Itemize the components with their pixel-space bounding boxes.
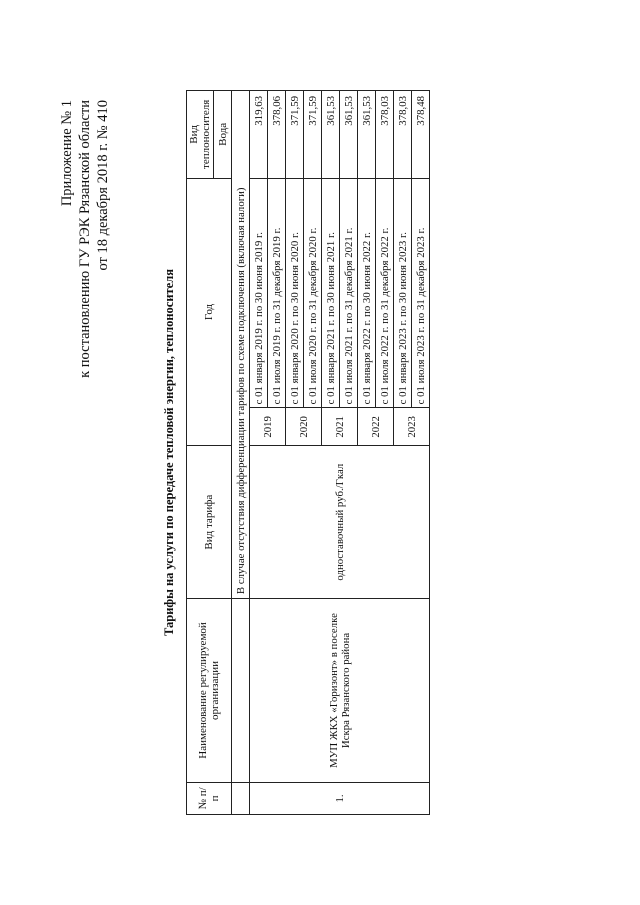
- value-cell: 361,53: [322, 91, 340, 179]
- table-cell: [232, 782, 250, 814]
- year-cell: 2019: [250, 408, 286, 446]
- year-cell: 2021: [322, 408, 358, 446]
- value-cell: 361,53: [358, 91, 376, 179]
- year-cell: 2020: [286, 408, 322, 446]
- period-cell: с 01 июля 2020 г. по 31 декабря 2020 г.: [304, 178, 322, 408]
- resolution-reference: к постановлению ГУ РЭК Рязанской области: [77, 100, 93, 378]
- row-number: 1.: [250, 782, 430, 814]
- period-cell: с 01 июля 2019 г. по 31 декабря 2019 г.: [268, 178, 286, 408]
- value-cell: 361,53: [340, 91, 358, 179]
- appendix-label: Приложение № 1: [59, 100, 75, 207]
- year-cell: 2022: [358, 408, 394, 446]
- value-cell: 378,03: [376, 91, 394, 179]
- value-cell: 371,59: [304, 91, 322, 179]
- period-cell: с 01 января 2021 г. по 30 июня 2021 г.: [322, 178, 340, 408]
- tariff-type: одноставочный руб./Гкал: [250, 446, 430, 599]
- value-cell: 378,06: [268, 91, 286, 179]
- table-cell: [232, 599, 250, 783]
- col-header-water: Вода: [214, 91, 232, 179]
- document-title: Тарифы на услуги по передаче тепловой энергии, теплоносителя: [162, 268, 176, 637]
- tariff-table: [186, 90, 430, 815]
- subheader-cell: В случае отсутствия дифференциации тарифов по схеме подключения (включая налоги): [232, 91, 250, 599]
- value-cell: 378,03: [394, 91, 412, 179]
- col-header-year: Год: [187, 178, 232, 446]
- period-cell: с 01 января 2022 г. по 30 июня 2022 г.: [358, 178, 376, 408]
- value-cell: 371,59: [286, 91, 304, 179]
- period-cell: с 01 июля 2023 г. по 31 декабря 2023 г.: [412, 178, 430, 408]
- col-header-carrier: Вид теплоносителя: [187, 91, 214, 179]
- value-cell: 319,63: [250, 91, 268, 179]
- col-header-num: № п/п: [187, 782, 232, 814]
- value-cell: 378,48: [412, 91, 430, 179]
- table-subheader-row: [232, 91, 250, 815]
- period-cell: с 01 июля 2022 г. по 31 декабря 2022 г.: [376, 178, 394, 408]
- document-header: [58, 100, 112, 378]
- resolution-date: от 18 декабря 2018 г. № 410: [95, 100, 111, 271]
- period-cell: с 01 января 2023 г. по 30 июня 2023 г.: [394, 178, 412, 408]
- period-cell: с 01 января 2020 г. по 30 июня 2020 г.: [286, 178, 304, 408]
- organization-name: МУП ЖКХ «Горизонт» в поселке Искра Рязанского района: [250, 599, 430, 783]
- table-header-row: [187, 91, 214, 815]
- col-header-tariff: Вид тарифа: [187, 446, 232, 599]
- period-cell: с 01 января 2019 г. по 30 июня 2019 г.: [250, 178, 268, 408]
- period-cell: с 01 июля 2021 г. по 31 декабря 2021 г.: [340, 178, 358, 408]
- year-cell: 2023: [394, 408, 430, 446]
- table-row: [250, 91, 268, 815]
- col-header-org: Наименование регулируемой организации: [187, 599, 232, 783]
